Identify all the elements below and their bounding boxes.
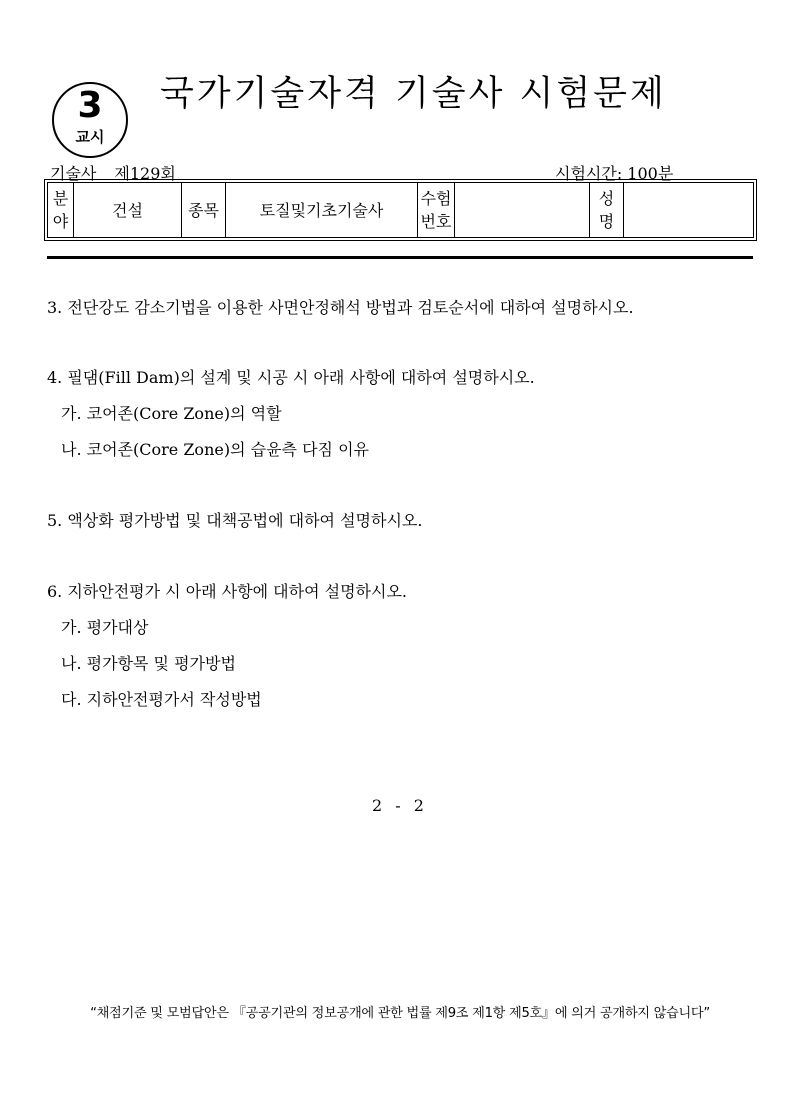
session-number: 3: [77, 85, 103, 126]
disclosure-notice: “채점기준 및 모범답안은 『공공기관의 정보공개에 관한 법률 제9조 제1항 제5호』에 의거 공개하지 않습니다”: [90, 1006, 710, 1021]
question-4-sub-a: 가. 코어존(Core Zone)의 역할: [61, 404, 282, 423]
field-label: 분 야: [48, 183, 74, 238]
question-6-sub-c: 다. 지하안전평가서 작성방법: [61, 690, 262, 709]
exam-category: 기술사: [50, 164, 97, 183]
question-4: 4. 필댐(Fill Dam)의 설계 및 시공 시 아래 사항에 대하여 설명하시오.: [47, 368, 535, 387]
header-divider: [47, 256, 753, 259]
type-label: 종목: [182, 183, 226, 238]
field-value: 건설: [74, 183, 182, 238]
question-6-sub-b: 나. 평가항목 및 평가방법: [61, 654, 236, 673]
question-4-sub-b: 나. 코어존(Core Zone)의 습윤측 다짐 이유: [61, 440, 369, 459]
exam-time: 시험시간: 100분: [555, 164, 674, 183]
exam-title: 국가기술자격 기술사 시험문제: [160, 74, 667, 114]
page-number: 2 - 2: [372, 796, 428, 815]
name-field[interactable]: [624, 183, 754, 238]
type-value: 토질및기초기술사: [226, 183, 418, 238]
exam-meta: [50, 161, 194, 184]
session-badge: [52, 82, 128, 158]
name-label: 성 명: [590, 183, 624, 238]
session-label: 교시: [75, 128, 105, 146]
exam-number-label: 수험 번호: [418, 183, 455, 238]
question-6: 6. 지하안전평가 시 아래 사항에 대하여 설명하시오.: [47, 582, 407, 601]
question-5: 5. 액상화 평가방법 및 대책공법에 대하여 설명하시오.: [47, 511, 423, 530]
question-6-sub-a: 가. 평가대상: [61, 618, 149, 637]
exam-info-table: [47, 182, 754, 238]
question-3: 3. 전단강도 감소기법을 이용한 사면안정해석 방법과 검토순서에 대하여 설명하시오.: [47, 298, 634, 317]
exam-round: 제129회: [114, 164, 176, 183]
exam-number-field[interactable]: [455, 183, 590, 238]
